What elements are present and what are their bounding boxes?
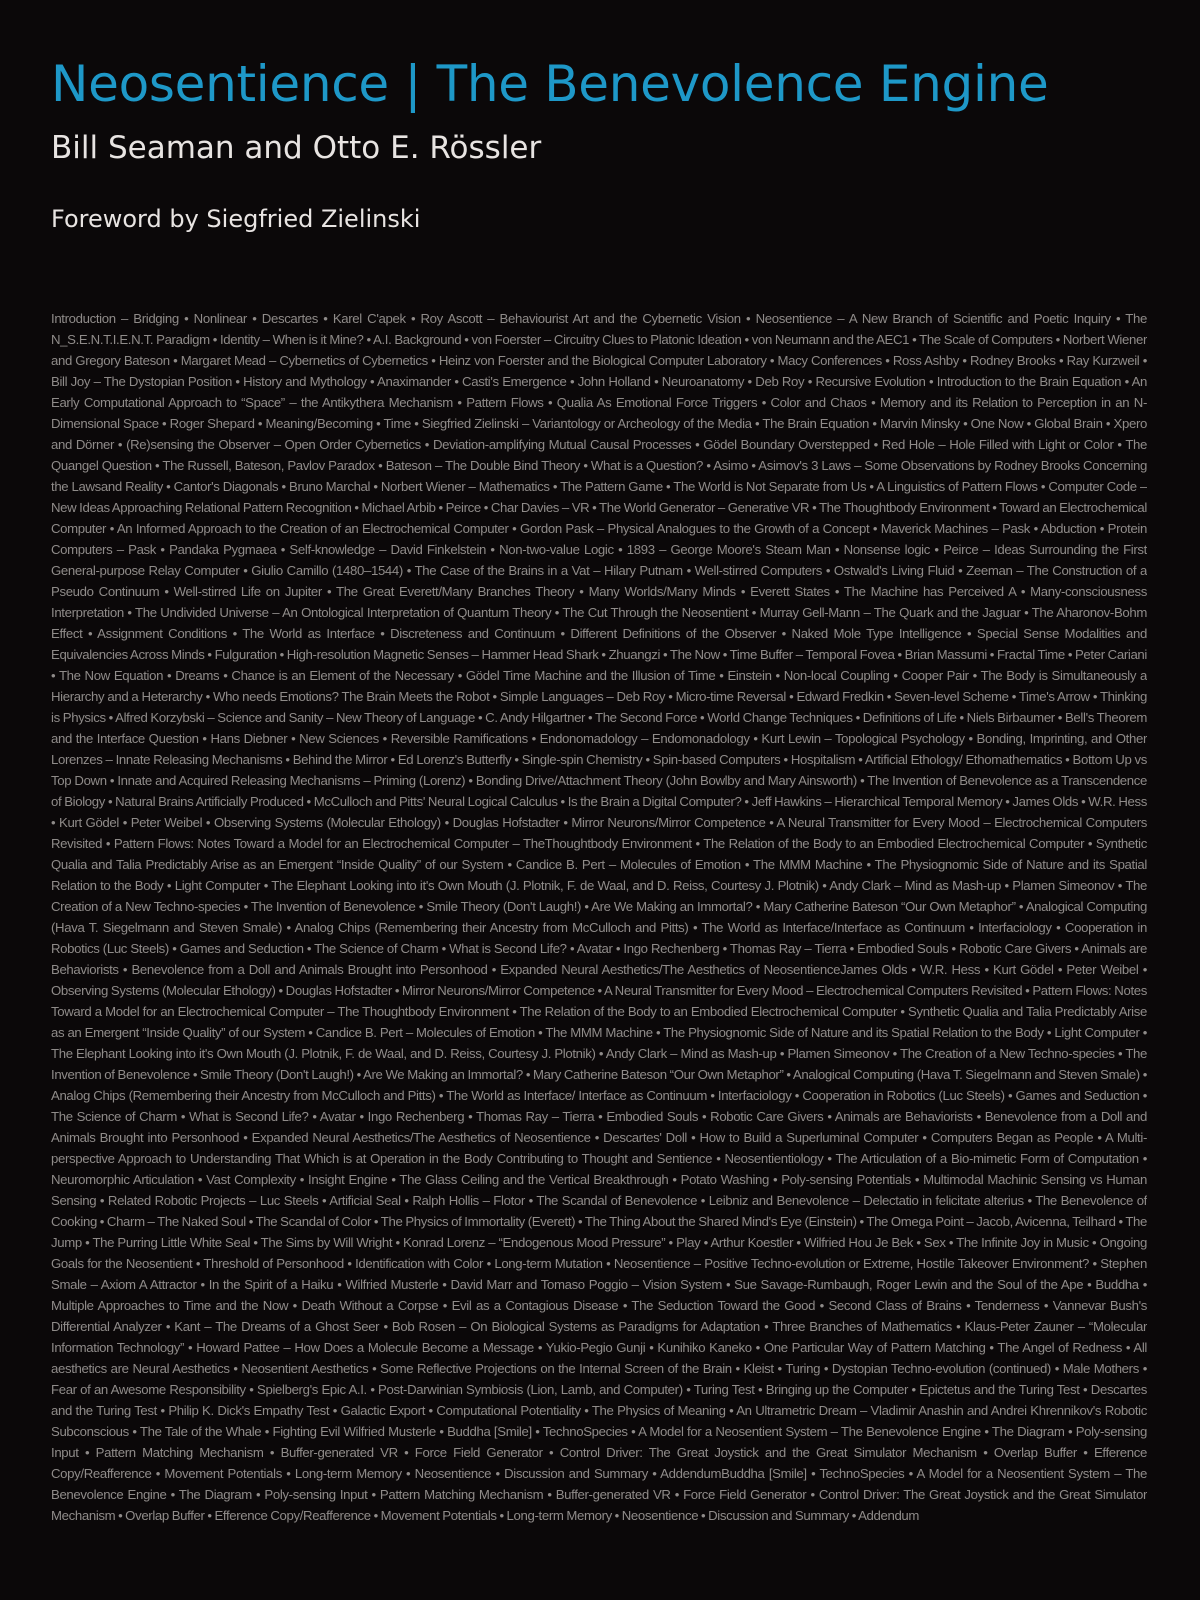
book-authors: Bill Seaman and Otto E. Rössler: [51, 130, 542, 166]
book-foreword: Foreword by Siegfried Zielinski: [51, 205, 421, 233]
book-title: Neosentience | The Benevolence Engine: [51, 55, 1049, 113]
contents-text-block: Introduction – Bridging • Nonlinear • Descartes • Karel C'apek • Roy Ascott – Behaviourist Art and the Cybernetic Vision • Neosentience – A New Branch of Scientific and Poetic Inquiry • The N_S.E.N.T.I.E.N.T. Paradigm • Identity – When is it Mine? • A.I. Background • von Foerster – Circuitry Clues to Platonic Ideation • von Neumann and the AEC1 • The Scale of Computers • Norbert Wiener and Gregory Bateson • Margaret Mead – Cybernetics of Cybernetics • Heinz von Foerster and the Biological Computer Laboratory • Macy Conferences • Ross Ashby • Rodney Brooks • Ray Kurzweil • Bill Joy – The Dystopian Position • History and Mythology • Anaximander • Casti's Emergence • John Holland • Neuroanatomy • Deb Roy • Recursive Evolution • Introduction to the Brain Equation • An Early Computational Approach to “Space” – the Antikythera Mechanism • Pattern Flows • Qualia As Emotional Force Triggers • Color and Chaos • Memory and its Relation to Perception in an N-Dimensional Space • Roger Shepard • Meaning/Becoming • Time • Siegfried Zielinski – Variantology or Archeology of the Media • The Brain Equation • Marvin Minsky • One Now • Global Brain • Xpero and Dörner • (Re)sensing the Observer – Open Order Cybernetics • Deviation-amplifying Mutual Causal Processes • Gödel Boundary Overstepped • Red Hole – Hole Filled with Light or Color • The Quangel Question • The Russell, Bateson, Pavlov Paradox • Bateson – The Double Bind Theory • What is a Question? • Asimo • Asimov's 3 Laws – Some Observations by Rodney Brooks Concerning the Lawsand Reality • Cantor's Diagonals • Bruno Marchal • Norbert Wiener – Mathematics • The Pattern Game • The World is Not Separate from Us • A Linguistics of Pattern Flows • Computer Code – New Ideas Approaching Relational Pattern Recognition • Michael Arbib • Peirce • Char Davies – VR • The World Generator – Generative VR • The Thoughtbody Environment • Toward an Electrochemical Computer • An Informed Approach to the Creation of an Electrochemical Computer • Gordon Pask – Physical Analogues to the Growth of a Concept • Maverick Machines – Pask • Abduction • Protein Computers – Pask • Pandaka Pygmaea • Self-knowledge – David Finkelstein • Non-two-value Logic • 1893 – George Moore's Steam Man • Nonsense logic • Peirce – Ideas Surrounding the First General-purpose Relay Computer • Giulio Camillo (1480–1544) • The Case of the Brains in a Vat – Hilary Putnam • Well-stirred Computers • Ostwald's Living Fluid • Zeeman – The Construction of a Pseudo Continuum • Well-stirred Life on Jupiter • The Great Everett/Many Branches Theory • Many Worlds/Many Minds • Everett States • The Machine has Perceived A • Many-consciousness Interpretation • The Undivided Universe – An Ontological Interpretation of Quantum Theory • The Cut Through the Neosentient • Murray Gell-Mann – The Quark and the Jaguar • The Aharonov-Bohm Effect • Assignment Conditions • The World as Interface • Discreteness and Continuum • Different Definitions of the Observer • Naked Mole Type Intelligence • Special Sense Modalities and Equivalencies Across Minds • Fulguration • High-resolution Magnetic Senses – Hammer Head Shark • Zhuangzi • The Now • Time Buffer – Temporal Fovea • Brian Massumi • Fractal Time • Peter Cariani • The Now Equation • Dreams • Chance is an Element of the Necessary • Gödel Time Machine and the Illusion of Time • Einstein • Non-local Coupling • Cooper Pair • The Body is Simultaneously a Hierarchy and a Heterarchy • Who needs Emotions? The Brain Meets the Robot • Simple Languages – Deb Roy • Micro-time Reversal • Edward Fredkin • Seven-level Scheme • Time's Arrow • Thinking is Physics • Alfred Korzybski – Science and Sanity – New Theory of Language • C. Andy Hilgartner • The Second Force • World Change Techniques • Definitions of Life • Niels Birbaumer • Bell's Theorem and the Interface Question • Hans Diebner • New Sciences • Reversible Ramifications • Endonomadology – Endomonadology • Kurt Lewin – Topological Psychology • Bonding, Imprinting, and Other Lorenzes – Innate Releasing Mechanisms • Behind the Mirror • Ed Lorenz's Butterfly • Single-spin Chemistry • Spin-based Computers • Hospitalism • Artificial Ethology/ Ethomathematics • Bottom Up vs Top Down • Innate and Acquired Releasing Mechanisms – Priming (Lorenz) • Bonding Drive/Attachment Theory (John Bowlby and Mary Ainsworth) • The Invention of Benevolence as a Transcendence of Biology • Natural Brains Artificially Produced • McCulloch and Pitts' Neural Logical Calculus • Is the Brain a Digital Computer? • Jeff Hawkins – Hierarchical Temporal Memory • James Olds • W.R. Hess • Kurt Gödel • Peter Weibel • Observing Systems (Molecular Ethology) • Douglas Hofstadter • Mirror Neurons/Mirror Competence • A Neural Transmitter for Every Mood – Electrochemical Computers Revisited • Pattern Flows: Notes Toward a Model for an Electrochemical Computer – TheThoughtbody Environment • The Relation of the Body to an Embodied Electrochemical Computer • Synthetic Qualia and Talia Predictably Arise as an Emergent “Inside Quality” of our System • Candice B. Pert – Molecules of Emotion • The MMM Machine • The Physiognomic Side of Nature and its Spatial Relation to the Body • Light Computer • The Elephant Looking into it's Own Mouth (J. Plotnik, F. de Waal, and D. Reiss, Courtesy J. Plotnik) • Andy Clark – Mind as Mash-up • Plamen Simeonov • The Creation of a New Techno-species • The Invention of Benevolence • Smile Theory (Don't Laugh!) • Are We Making an Immortal? • Mary Catherine Bateson “Our Own Metaphor” • Analogical Computing (Hava T. Siegelmann and Steven Smale) • Analog Chips (Remembering their Ancestry from McCulloch and Pitts) • The World as Interface/Interface as Continuum • Interfaciology • Cooperation in Robotics (Luc Steels) • Games and Seduction • The Science of Charm • What is Second Life? • Avatar • Ingo Rechenberg • Thomas Ray – Tierra • Embodied Souls • Robotic Care Givers • Animals are Behaviorists • Benevolence from a Doll and Animals Brought into Personhood • Expanded Neural Aesthetics/The Aesthetics of NeosentienceJames Olds • W.R. Hess • Kurt Gödel • Peter Weibel • Observing Systems (Molecular Ethology) • Douglas Hofstadter • Mirror Neurons/Mirror Competence • A Neural Transmitter for Every Mood – Electrochemical Computers Revisited • Pattern Flows: Notes Toward a Model for an Electrochemical Computer – The Thoughtbody Environment • The Relation of the Body to an Embodied Electrochemical Computer • Synthetic Qualia and Talia Predictably Arise as an Emergent “Inside Quality” of our System • Candice B. Pert – Molecules of Emotion • The MMM Machine • The Physiognomic Side of Nature and its Spatial Relation to the Body • Light Computer • The Elephant Looking into it's Own Mouth (J. Plotnik, F. de Waal, and D. Reiss, Courtesy J. Plotnik) • Andy Clark – Mind as Mash-up • Plamen Simeonov • The Creation of a New Techno-species • The Invention of Benevolence • Smile Theory (Don't Laugh!) • Are We Making an Immortal? • Mary Catherine Bateson “Our Own Metaphor” • Analogical Computing (Hava T. Siegelmann and Steven Smale) • Analog Chips (Remembering their Ancestry from McCulloch and Pitts) • The World as Interface/ Interface as Continuum • Interfaciology • Cooperation in Robotics (Luc Steels) • Games and Seduction • The Science of Charm • What is Second Life? • Avatar • Ingo Rechenberg • Thomas Ray – Tierra • Embodied Souls • Robotic Care Givers • Animals are Behaviorists • Benevolence from a Doll and Animals Brought into Personhood • Expanded Neural Aesthetics/The Aesthetics of Neosentience • Descartes' Doll • How to Build a Superluminal Computer • Computers Began as People • A Multi-perspective Approach to Understanding That Which is at Operation in the Body Contributing to Thought and Sentience • Neosentientiology • The Articulation of a Bio-mimetic Form of Computation • Neuromorphic Articulation • Vast Complexity • Insight Engine • The Glass Ceiling and the Vertical Breakthrough • Potato Washing • Poly-sensing Potentials • Multimodal Machinic Sensing vs Human Sensing • Related Robotic Projects – Luc Steels • Artificial Seal • Ralph Hollis – Flotor • The Scandal of Benevolence • Leibniz and Benevolence – Delectatio in felicitate alterius • The Benevolence of Cooking • Charm – The Naked Soul • The Scandal of Color • The Physics of Immortality (Everett) • The Thing About the Shared Mind's Eye (Einstein) • The Omega Point – Jacob, Avicenna, Teilhard • The Jump • The Purring Little White Seal • The Sims by Will Wright • Konrad Lorenz – “Endogenous Mood Pressure” • Play • Arthur Koestler • Wilfried Hou Je Bek • Sex • The Infinite Joy in Music • Ongoing Goals for the Neosentient • Threshold of Personhood • Identification with Color • Long-term Mutation • Neosentience – Positive Techno-evolution or Extreme, Hostile Takeover Environment? • Stephen Smale – Axiom A Attractor • In the Spirit of a Haiku • Wilfried Musterle • David Marr and Tomaso Poggio – Vision System • Sue Savage-Rumbaugh, Roger Lewin and the Soul of the Ape • Buddha • Multiple Approaches to Time and the Now • Death Without a Corpse • Evil as a Contagious Disease • The Seduction Toward the Good • Second Class of Brains • Tenderness • Vannevar Bush's Differential Analyzer • Kant – The Dreams of a Ghost Seer • Bob Rosen – On Biological Systems as Paradigms for Adaptation • Three Branches of Mathematics • Klaus-Peter Zauner – “Molecular Information Technology” • Howard Pattee – How Does a Molecule Become a Message • Yukio-Pegio Gunji • Kunihiko Kaneko • One Particular Way of Pattern Matching • The Angel of Redness • All aesthetics are Neural Aesthetics • Neosentient Aesthetics • Some Reflective Projections on the Internal Screen of the Brain • Kleist • Turing • Dystopian Techno-evolution (continued) • Male Mothers • Fear of an Awesome Responsibility • Spielberg's Epic A.I. • Post-Darwinian Symbiosis (Lion, Lamb, and Computer) • Turing Test • Bringing up the Computer • Epictetus and the Turing Test • Descartes and the Turing Test • Philip K. Dick's Empathy Test • Galactic Export • Computational Potentiality • The Physics of Meaning • An Ultrametric Dream – Vladimir Anashin and Andrei Khrennikov's Robotic Subconscious • The Tale of the Whale • Fighting Evil Wilfried Musterle • Buddha [Smile] • TechnoSpecies • A Model for a Neosentient System – The Benevolence Engine • The Diagram • Poly-sensing Input • Pattern Matching Mechanism • Buffer-generated VR • Force Field Generator • Control Driver: The Great Joystick and the Great Simulator Mechanism • Overlap Buffer • Efference Copy/Reafference • Movement Potentials • Long-term Memory • Neosentience • Discussion and Summary • AddendumBuddha [Smile] • TechnoSpecies • A Model for a Neosentient System – The Benevolence Engine • The Diagram • Poly-sensing Input • Pattern Matching Mechanism • Buffer-generated VR • Force Field Generator • Control Driver: The Great Joystick and the Great Simulator Mechanism • Overlap Buffer • Efference Copy/Reafference • Movement Potentials • Long-term Memory • Neosentience • Discussion and Summary • Addendum: [51, 311, 1147, 1523]
